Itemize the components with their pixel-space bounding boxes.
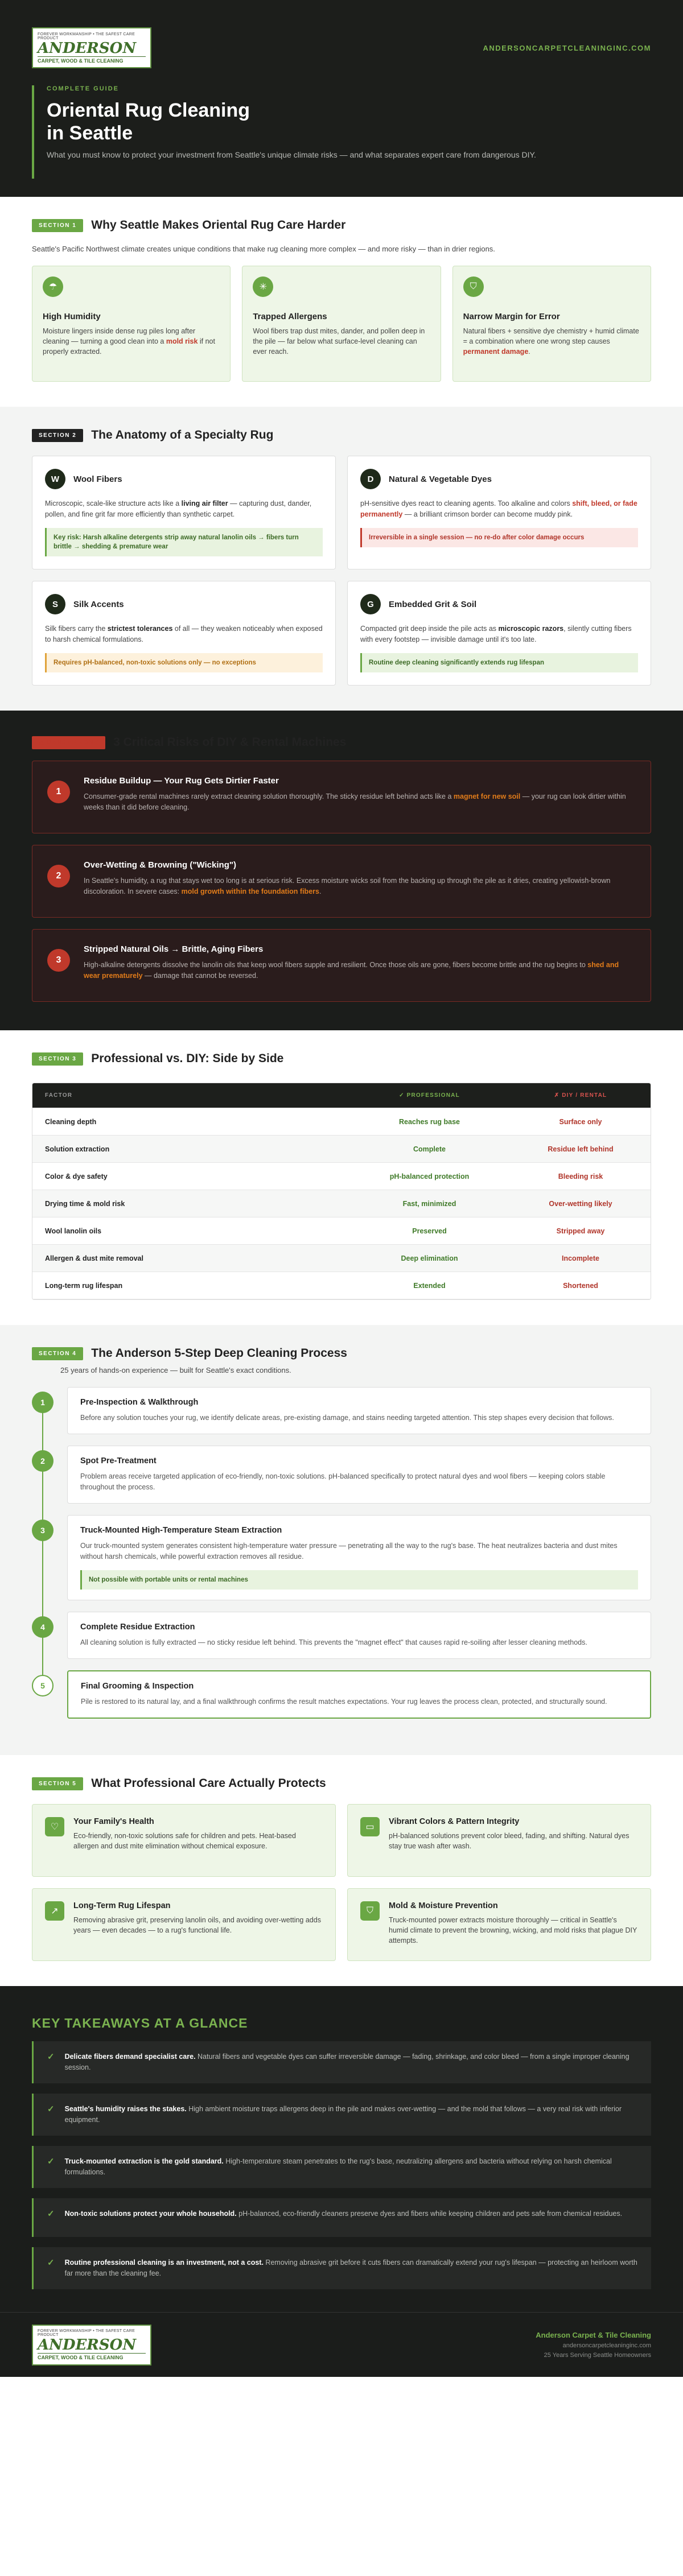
- card-note: Requires pH-balanced, non-toxic solutions only — no exceptions: [45, 653, 323, 672]
- anatomy-card: [32, 456, 336, 569]
- card-title: Long-Term Rug Lifespan: [73, 1901, 171, 1910]
- risk-text: [84, 791, 636, 813]
- table-cell: Deep elimination: [401, 1254, 458, 1262]
- card-note: Irreversible in a single session — no re-do after color damage occurs: [360, 528, 638, 547]
- text-span: Moisture lingers inside dense rug piles long after cleaning — turning a good clean into a: [43, 327, 196, 345]
- text-span: pH-balanced, eco-friendly cleaners preserve dyes and fibers while keeping children and pets safe from chemical residues.: [236, 2210, 623, 2218]
- section-title: The Anatomy of a Specialty Rug: [91, 428, 274, 441]
- section-badge: SECTION 1: [32, 219, 83, 232]
- card-title: Wool Fibers: [73, 474, 122, 484]
- text-span: Consumer-grade rental machines rarely extract cleaning solution thoroughly. The sticky residue left behind acts like a: [84, 792, 454, 800]
- card-text: [45, 498, 323, 520]
- card-text: Removing abrasive grit, preserving lanolin oils, and avoiding over-wetting adds years — even decades — to a rug's functional life.: [73, 1916, 321, 1934]
- table-cell: Allergen & dust mite removal: [45, 1254, 143, 1262]
- card-title: Trapped Allergens: [253, 312, 327, 321]
- section-title: Professional vs. DIY: Side by Side: [91, 1052, 284, 1065]
- table-cell: Extended: [413, 1281, 446, 1290]
- risk-text: [84, 960, 636, 981]
- card-title: Your Family's Health: [73, 1817, 154, 1826]
- card-note: Key risk: Harsh alkaline detergents strip away natural lanolin oils → fibers turn brittle → shedding & premature wear: [45, 528, 323, 556]
- step-text: Problem areas receive targeted application of eco-friendly, non-toxic solutions. pH-balanced specifically to protect natural dyes and wool fibers — keeping colors stable throughout the process.: [80, 1472, 606, 1491]
- card-header: [360, 594, 638, 614]
- text-span: High-temperature steam penetrates to the rug's base, neutralizing allergens and bacteria without relying on harsh chemical formulations.: [64, 2157, 612, 2176]
- text-span: .: [319, 887, 322, 895]
- bold-text: Seattle's humidity raises the stakes.: [64, 2105, 187, 2113]
- monitor-icon: ▭: [360, 1817, 380, 1836]
- table-cell: Long-term rug lifespan: [45, 1281, 123, 1290]
- benefit-body: [389, 1817, 638, 1864]
- heart-icon: ♡: [45, 1817, 64, 1836]
- takeaway-item: [32, 2247, 651, 2289]
- step-number: 4: [32, 1616, 54, 1638]
- process-step: [32, 1612, 651, 1659]
- process-step: [32, 1670, 651, 1719]
- bold-text: Routine professional cleaning is an investment, not a cost.: [64, 2259, 264, 2267]
- text-span: Microscopic, scale-like structure acts like a: [45, 499, 182, 507]
- section-4: [0, 1325, 683, 1755]
- risk-body: [84, 860, 636, 902]
- highlight-text: magnet for new soil: [453, 792, 521, 800]
- risk-body: [84, 944, 636, 986]
- text-span: of all — they weaken noticeably when exposed to harsh chemical formulations.: [45, 625, 323, 643]
- process-step: [32, 1446, 651, 1504]
- card-title: High Humidity: [43, 312, 101, 321]
- risk-number: 2: [47, 865, 70, 887]
- table-cell: Surface only: [559, 1117, 602, 1126]
- table-cell: Shortened: [563, 1281, 598, 1290]
- table-cell: Color & dye safety: [45, 1172, 108, 1180]
- risk-card: [32, 845, 651, 918]
- letter-icon: W: [45, 469, 65, 489]
- section-title: What Professional Care Actually Protects: [91, 1777, 326, 1790]
- page-header: [0, 0, 683, 197]
- site-link[interactable]: ANDERSONCARPETCLEANINGINC.COM: [483, 43, 651, 52]
- takeaway-text: [65, 2208, 623, 2227]
- table-cell: Stripped away: [556, 1227, 605, 1235]
- step-title: Pre-Inspection & Walkthrough: [80, 1398, 199, 1407]
- card-text: [43, 326, 220, 357]
- info-card: [452, 266, 651, 382]
- section-5: [0, 1755, 683, 1986]
- step-box: [67, 1612, 651, 1659]
- section-2: [0, 407, 683, 711]
- benefit-card: [32, 1888, 336, 1961]
- table-cell: Residue left behind: [548, 1145, 614, 1153]
- card-text: [360, 498, 638, 520]
- risk-number: 3: [47, 949, 70, 972]
- logo-tagline: FOREVER WORKMANSHIP • THE SAFEST CARE PRODUCT: [38, 32, 135, 40]
- card-header: [45, 469, 323, 489]
- table-cell: Incomplete: [562, 1254, 599, 1262]
- text-span: High ambient moisture traps allergens deep in the pile and makes over-wetting — and the mold that follows — a very real risk with inferior equipment.: [64, 2105, 622, 2124]
- step-box: [67, 1515, 651, 1600]
- table-cell: Preserved: [412, 1227, 447, 1235]
- table-cell: Complete: [413, 1145, 446, 1153]
- process-step: [32, 1515, 651, 1600]
- check-icon: ✓: [47, 2258, 55, 2268]
- benefit-card: [347, 1804, 651, 1877]
- table-row: [32, 1190, 651, 1217]
- section-1: [0, 197, 683, 407]
- risk-title: Stripped Natural Oils → Brittle, Aging Fibers: [84, 944, 264, 954]
- process-step: [32, 1387, 651, 1434]
- card-text: [463, 326, 640, 357]
- card-title: Mold & Moisture Prevention: [389, 1901, 498, 1910]
- card-title: Silk Accents: [73, 599, 124, 609]
- section-intro: Seattle's Pacific Northwest climate creates unique conditions that make rug cleaning more complex — and more risky — than in drier regions.: [32, 245, 495, 253]
- footer-logo[interactable]: FOREVER WORKMANSHIP • THE SAFEST CARE PRODUCT ANDERSON CARPET, WOOD & TILE CLEANING: [32, 2325, 151, 2366]
- section-badge: SECTION 3: [32, 1052, 83, 1066]
- shield-icon: ⛉: [360, 1901, 380, 1921]
- card-text: [253, 326, 430, 357]
- step-text: Pile is restored to its natural lay, and a final walkthrough confirms the result matches expectations. Your rug leaves the process clean, protected, and structurally sound.: [81, 1698, 607, 1706]
- check-icon: ✓: [47, 2209, 55, 2219]
- trend-icon: ↗: [45, 1901, 64, 1921]
- shield-icon: ⛉: [463, 276, 484, 297]
- logo-sub: CARPET, WOOD & TILE CLEANING: [38, 56, 146, 64]
- takeaway-text: [65, 2104, 637, 2125]
- table-header: [32, 1083, 651, 1108]
- table-row: [32, 1163, 651, 1190]
- check-icon: ✓: [47, 2157, 55, 2166]
- footer-site[interactable]: andersoncarpetcleaninginc.com: [562, 2342, 651, 2349]
- table-row: [32, 1245, 651, 1272]
- takeaway-item: [32, 2041, 651, 2083]
- letter-icon: D: [360, 469, 381, 489]
- text-span: In Seattle's humidity, a rug that stays wet too long is at serious risk. Excess moisture wicks soil from the backing up through the pile as it dries, creating yellowish-brown discoloration. In severe cases:: [84, 877, 611, 895]
- text-span: Natural fibers + sensitive dye chemistry + humid climate = a combination where one wrong step causes: [463, 327, 639, 345]
- highlight-text: mold growth within the foundation fibers: [181, 887, 319, 895]
- risk-title: Over-Wetting & Browning ("Wicking"): [84, 860, 236, 870]
- column-header: ✗ DIY / RENTAL: [554, 1092, 607, 1099]
- takeaway-text: [65, 2156, 637, 2178]
- danger-zone: [0, 711, 683, 1030]
- text-span: High-alkaline detergents dissolve the lanolin oils that keep wool fibers supple and resilient. Once those oils are gone, fibers become brittle and the rug begins to: [84, 961, 588, 969]
- takeaway-item: [32, 2198, 651, 2237]
- step-box: [67, 1670, 651, 1719]
- table-cell: pH-balanced protection: [389, 1172, 470, 1180]
- highlight-text: mold risk: [166, 337, 198, 345]
- section-title: The Anderson 5-Step Deep Cleaning Process: [91, 1347, 347, 1360]
- text-span: .: [528, 348, 530, 356]
- step-box: [67, 1446, 651, 1504]
- table-cell: Wool lanolin oils: [45, 1227, 102, 1235]
- highlight-text: shed and wear prematurely: [84, 961, 619, 980]
- risk-body: [84, 776, 636, 818]
- info-card: [242, 266, 441, 382]
- humidity-icon: ☂: [43, 276, 63, 297]
- comparison-table: [32, 1083, 651, 1300]
- card-header: [360, 469, 638, 489]
- table-row: [32, 1136, 651, 1163]
- table-row: [32, 1217, 651, 1245]
- benefit-body: [73, 1817, 323, 1864]
- anatomy-card: [347, 581, 651, 686]
- step-title: Final Grooming & Inspection: [81, 1682, 194, 1691]
- step-number: 3: [32, 1520, 54, 1541]
- step-text: All cleaning solution is fully extracted — no sticky residue left behind. This prevents the "magnet effect" that causes rapid re-soiling after lesser cleaning methods.: [80, 1638, 587, 1646]
- risk-number: 1: [47, 781, 70, 803]
- page-footer: [0, 2312, 683, 2377]
- card-note: Routine deep cleaning significantly extends rug lifespan: [360, 653, 638, 672]
- footer-company: Anderson Carpet & Tile Cleaning: [536, 2331, 651, 2339]
- card-text: Eco-friendly, non-toxic solutions safe for children and pets. Heat-based allergen and dust mite elimination without chemical exposure.: [73, 1832, 296, 1850]
- step-text: Our truck-mounted system generates consistent high-temperature water pressure — penetrating all the way to the rug's base. The heat neutralizes bacteria and dust mites without harsh chemicals, while powerful extraction removes all residue.: [80, 1542, 618, 1561]
- text-span: — a brilliant crimson border can become muddy pink.: [402, 510, 573, 518]
- section-title: 3 Critical Risks of DIY & Rental Machines: [113, 736, 347, 749]
- table-cell: Bleeding risk: [558, 1172, 603, 1180]
- company-logo[interactable]: [32, 27, 151, 68]
- step-note: Not possible with portable units or rental machines: [80, 1570, 638, 1590]
- step-box: [67, 1387, 651, 1434]
- check-icon: ✓: [47, 2104, 55, 2114]
- hero-subtitle: What you must know to protect your investment from Seattle's unique climate risks — and what separates expert care from dangerous DIY.: [47, 150, 536, 159]
- bold-text: shift, bleed, or fade permanently: [360, 499, 637, 518]
- risk-text: [84, 876, 636, 897]
- letter-icon: S: [45, 594, 65, 614]
- key-takeaways: [0, 1986, 683, 2312]
- column-header: ✓ PROFESSIONAL: [399, 1092, 460, 1099]
- card-text: Truck-mounted power extracts moisture thoroughly — critical in Seattle's humid climate to prevent the browning, wicking, and mold risks that plague DIY attempts.: [389, 1916, 637, 1945]
- table-cell: Fast, minimized: [402, 1199, 456, 1208]
- text-span: — your rug can look dirtier within weeks than it did before cleaning.: [84, 792, 626, 811]
- benefit-body: [389, 1901, 638, 1948]
- card-title: Embedded Grit & Soil: [389, 599, 477, 609]
- bold-text: Delicate fibers demand specialist care.: [64, 2053, 196, 2061]
- anatomy-card: [32, 581, 336, 686]
- anatomy-card: [347, 456, 651, 569]
- text-span: Compacted grit deep inside the pile acts as: [360, 625, 499, 633]
- text-span: , silently cutting fibers with every footstep — invisible damage until it's too late.: [360, 625, 632, 643]
- text-span: Wool fibers trap dust mites, dander, and pollen deep in the pile — far below what surface-level cleaning can ever reach.: [253, 327, 425, 356]
- text-span: — damage that cannot be reversed.: [142, 972, 258, 980]
- text-span: if not properly extracted.: [43, 337, 215, 356]
- card-title: Natural & Vegetable Dyes: [389, 474, 492, 484]
- section-title: Why Seattle Makes Oriental Rug Care Harder: [91, 218, 346, 232]
- text-span: Natural fibers and vegetable dyes can suffer irreversible damage — fading, shrinkage, and color bleed — from a single improper cleaning session.: [64, 2053, 629, 2071]
- card-title: Narrow Margin for Error: [463, 312, 560, 321]
- table-cell: Cleaning depth: [45, 1117, 97, 1126]
- logo-name: ANDERSON: [38, 39, 137, 57]
- risk-title: Residue Buildup — Your Rug Gets Dirtier Faster: [84, 776, 279, 786]
- card-title: Vibrant Colors & Pattern Integrity: [389, 1817, 520, 1826]
- step-number: 1: [32, 1392, 54, 1413]
- takeaway-item: [32, 2146, 651, 2188]
- bold-text: Non-toxic solutions protect your whole household.: [64, 2210, 237, 2218]
- highlight-text: permanent damage: [463, 348, 529, 356]
- section-badge: SECTION 2: [32, 429, 83, 442]
- bold-text: living air filter: [181, 499, 228, 507]
- takeaway-text: [65, 2257, 637, 2279]
- footer-tagline: 25 Years Serving Seattle Homeowners: [544, 2352, 651, 2359]
- danger-badge: ⚠ DANGER ZONE: [32, 736, 105, 749]
- takeaways-title: KEY TAKEAWAYS AT A GLANCE: [32, 2016, 248, 2030]
- check-icon: ✓: [47, 2052, 55, 2062]
- table-row: [32, 1108, 651, 1136]
- step-title: Spot Pre-Treatment: [80, 1456, 157, 1465]
- step-title: Truck-Mounted High-Temperature Steam Extraction: [80, 1526, 282, 1535]
- step-number: 5: [32, 1675, 54, 1696]
- section-3: [0, 1030, 683, 1325]
- bold-text: Truck-mounted extraction is the gold standard.: [64, 2157, 224, 2165]
- card-text: pH-balanced solutions prevent color bleed, fading, and shifting. Natural dyes stay true wash after wash.: [389, 1832, 629, 1850]
- table-row: [32, 1272, 651, 1299]
- hero: [32, 85, 651, 179]
- table-cell: Over-wetting likely: [549, 1199, 612, 1208]
- step-number: 2: [32, 1450, 54, 1472]
- benefit-card: [32, 1804, 336, 1877]
- benefit-body: [73, 1901, 323, 1948]
- step-title: Complete Residue Extraction: [80, 1623, 195, 1632]
- card-header: [45, 594, 323, 614]
- allergen-icon: ✳: [253, 276, 273, 297]
- risk-card: [32, 929, 651, 1002]
- info-card: [32, 266, 231, 382]
- text-span: Silk fibers carry the: [45, 625, 108, 633]
- table-cell: Drying time & mold risk: [45, 1199, 125, 1208]
- takeaway-text: [65, 2051, 637, 2073]
- card-text: [360, 624, 638, 645]
- risk-card: [32, 761, 651, 833]
- step-text: Before any solution touches your rug, we identify delicate areas, pre-existing damage, and stains needing targeted attention. This step shapes every decision that follows.: [80, 1414, 614, 1422]
- column-header: FACTOR: [45, 1092, 73, 1099]
- takeaway-item: [32, 2094, 651, 2136]
- benefit-card: [347, 1888, 651, 1961]
- page-title: Oriental Rug Cleaning in Seattle: [47, 100, 250, 144]
- text-span: pH-sensitive dyes react to cleaning agents. Too alkaline and colors: [360, 499, 573, 507]
- card-text: [45, 624, 323, 645]
- table-cell: Reaches rug base: [399, 1117, 460, 1126]
- hero-eyebrow: COMPLETE GUIDE: [47, 85, 120, 92]
- text-span: — capturing dust, dander, pollen, and fine grit far more efficiently than synthetic carpet.: [45, 499, 312, 518]
- letter-icon: G: [360, 594, 381, 614]
- table-cell: Solution extraction: [45, 1145, 110, 1153]
- section-intro: 25 years of hands-on experience — built for Seattle's exact conditions.: [60, 1366, 291, 1374]
- bold-text: strictest tolerances: [107, 625, 173, 633]
- bold-text: microscopic razors: [498, 625, 564, 633]
- section-badge: SECTION 4: [32, 1347, 83, 1360]
- text-span: Removing abrasive grit before it cuts fibers can dramatically extend your rug's lifespan — protecting an heirloom worth far more than the cleaning fee.: [64, 2259, 637, 2277]
- section-badge: SECTION 5: [32, 1777, 83, 1790]
